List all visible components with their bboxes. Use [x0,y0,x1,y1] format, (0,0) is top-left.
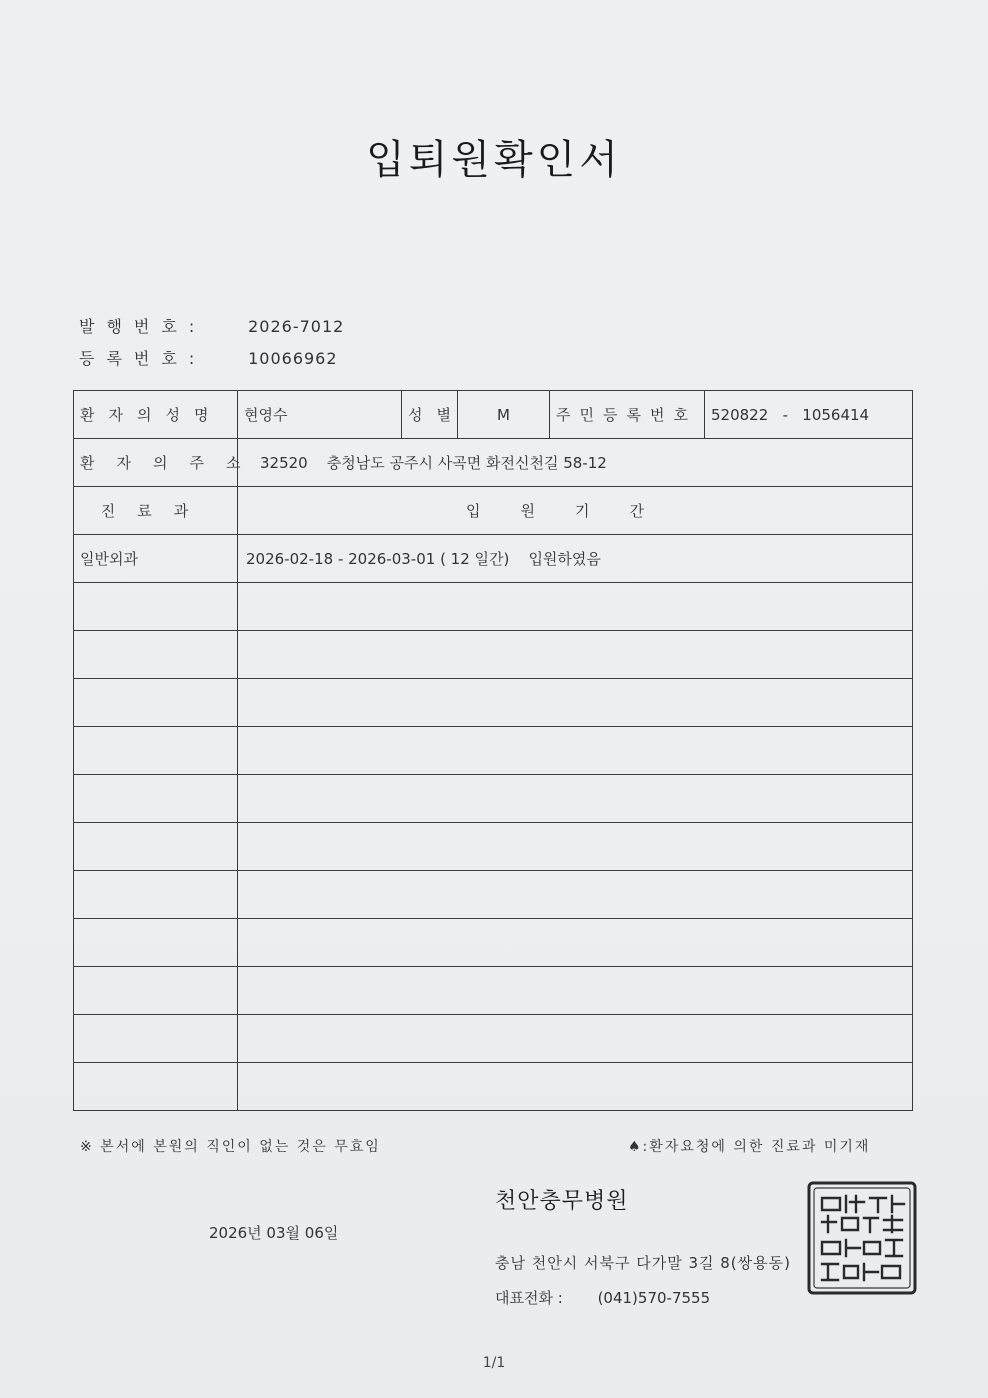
admission-period-header: 입원기간 [238,487,913,535]
resident-number-value: 520822 - 1056414 [705,391,913,439]
admission-table [73,390,913,1111]
admission-period-cell [238,679,913,727]
sex-label: 성별 [402,391,458,439]
table-row [74,631,913,679]
issue-date: 2026년 03월 06일 [209,1224,339,1242]
hospital-address: 충남 천안시 서북구 다가말 3길 8(쌍용동) [495,1254,791,1272]
patient-address-row [74,439,913,487]
department-cell [74,1015,238,1063]
issue-number-label: 발행번호: [79,317,207,336]
department-header: 진료과 [74,487,238,535]
resident-number-label: 주민등록번호 [550,391,705,439]
patient-address-value: 32520 충청남도 공주시 사곡면 화전신천길 58-12 [238,439,913,487]
table-row [74,823,913,871]
table-row [74,583,913,631]
issue-number-row [79,314,344,337]
department-cell [74,727,238,775]
admission-period-cell [238,631,913,679]
table-row [74,919,913,967]
request-note: ♠:환자요청에 의한 진료과 미기재 [628,1139,871,1155]
admission-period-cell [238,1063,913,1111]
admission-period-cell [238,871,913,919]
department-cell [74,1063,238,1111]
table-row [74,535,913,583]
table-row [74,1015,913,1063]
hospital-name: 천안충무병원 [495,1189,629,1214]
document-title: 입퇴원확인서 [366,137,622,183]
department-cell [74,631,238,679]
department-cell [74,775,238,823]
admission-period-cell [238,823,913,871]
admission-period-cell [238,919,913,967]
admission-period-cell [238,583,913,631]
table-row [74,679,913,727]
department-cell [74,583,238,631]
table-row [74,775,913,823]
admission-period-cell [238,1015,913,1063]
hospital-seal-stamp [806,1180,918,1296]
page-number: 1/1 [482,1355,506,1371]
patient-address-label: 환자의주소 [74,439,238,487]
table-row [74,1063,913,1111]
department-cell: 일반외과 [74,535,238,583]
department-cell [74,823,238,871]
patient-name-label: 환자의성명 [74,391,238,439]
patient-name-row [74,391,913,439]
registration-number-value: 10066962 [248,349,338,368]
issue-number-value: 2026-7012 [248,317,345,336]
admission-period-cell: 2026-02-18 - 2026-03-01 ( 12 일간) 입원하였음 [238,535,913,583]
registration-number-row [79,346,338,369]
admission-period-cell [238,967,913,1015]
department-cell [74,679,238,727]
admission-period-cell [238,775,913,823]
department-cell [74,967,238,1015]
validity-note: ※ 본서에 본원의 직인이 없는 것은 무효임 [80,1139,381,1155]
phone-label: 대표전화 : [495,1289,563,1307]
registration-number-label: 등록번호: [79,349,207,368]
table-row [74,871,913,919]
department-cell [74,919,238,967]
admission-period-cell [238,727,913,775]
sex-value: M [458,391,550,439]
patient-name-value: 현영수 [238,391,402,439]
hospital-phone-row [495,1287,710,1308]
table-row [74,727,913,775]
phone-number: (041)570-7555 [597,1289,711,1307]
table-header-row [74,487,913,535]
table-row [74,967,913,1015]
department-cell [74,871,238,919]
